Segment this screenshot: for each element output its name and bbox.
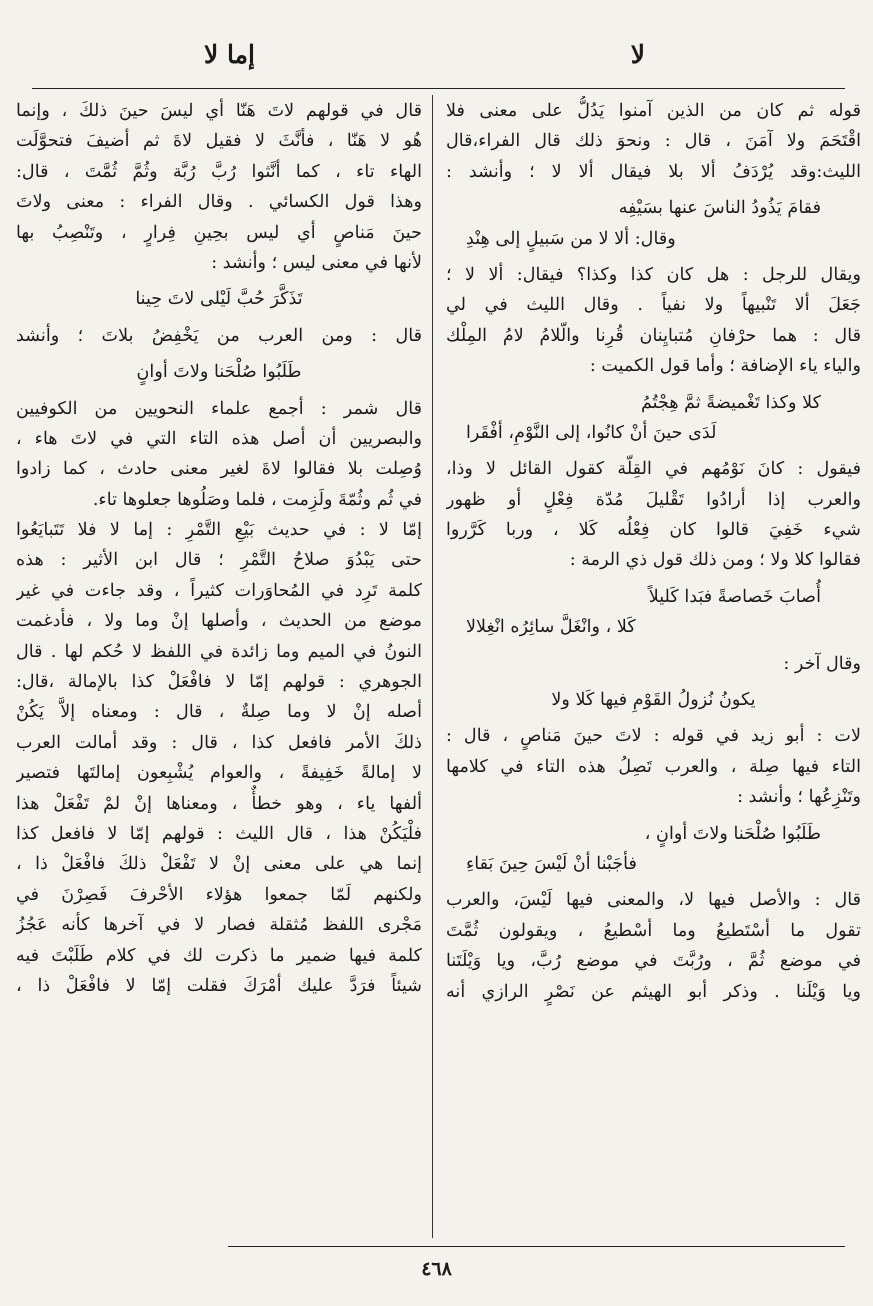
verse-line: أُصابَ خَصاصةً فبَدا كَليلاً (648, 586, 821, 607)
text-line: ولكنهم لَمّا جمعوا هؤلاء الأحْرفَ فَصِرْنَ في (16, 884, 422, 905)
text-line: قال شمر : أجمع علماء النحويين من الكوفيين (16, 398, 422, 419)
text-line: ذلكَ الأمر فافعل كذا ، قال : وقد أمالت العرب (16, 732, 422, 753)
text-line: والياء ياء الإضافة ؛ وأما قول الكميت : (589, 356, 861, 377)
running-header-left: إما لا (204, 40, 255, 69)
footer-rule (228, 1246, 845, 1247)
text-line: قال : ومن العرب من يَخْفِضُ بلاتَ ؛ وأنشد (16, 325, 422, 346)
text-line: جَعَلَ ألا تَنْبيهاً ولا نفياً . وقال الليث في لي (446, 295, 861, 316)
text-line: الجوهري : قولهم إمّا لا فافْعَلْ كذا بالإمالة ،قال: (16, 672, 422, 693)
text-line: قوله ثم كان من الذين آمنوا يَدُلُّ على معنى فلا (446, 101, 861, 121)
text-line: وتَنْزِعُها ؛ وأنشد : (737, 787, 861, 808)
text-line: النونُ في الميم وما زائدة في اللفظ لا حُكم لها . قال (16, 641, 422, 662)
verse-line: وقال: ألا لا من سَبيلٍ إلى هِنْدِ (466, 228, 676, 249)
verse-line: كلا وكذا تَغْميضةً ثمَّ هِجْتُمُ (640, 392, 821, 413)
text-line: والعرب إذا أرادُوا تَقْليلَ مُدّة فِعْلٍ أو ظهور (446, 489, 861, 510)
verse-line: تَذَكَّرَ حُبَّ لَيْلى لاتَ حِينا (135, 289, 303, 310)
text-line: حينَ مَناصٍ أي ليس بحِينِ فِرارٍ ، وتَنْصِبُ بها (16, 222, 422, 243)
running-header-right: لا (630, 40, 645, 69)
text-line: لأنها في معنى ليس ؛ وأنشد : (211, 252, 422, 273)
text-line: شيئاً فرَدَّ عليك أمْرَكَ فقلت إمّا لا فافْعَلْ ذا ، (16, 975, 422, 996)
text-line: اقْتَحَمَ ولا آمَنَ ، قال : ونحوَ ذلك قال الفراء،قال (446, 131, 861, 152)
text-line: الهاء تاء ، كما أنَّثوا رُبَّ رُبَّة وثُمَّ ثُمَّتَ ، قال: (16, 161, 422, 182)
verse-line: طَلَبُوا صُلْحَنا ولاتَ أوانٍ (136, 362, 302, 383)
header-rule (32, 88, 845, 89)
right-column (446, 96, 861, 1236)
text-line: وقال آخر : (783, 653, 861, 674)
text-line: إنما هي على معنى إنْ لا تَفْعَلْ ذلكَ فافْعَلْ ذا ، (16, 854, 422, 875)
text-line: ألفها ياء ، وهو خطأٌ ، ومعناها إنْ لمْ تَفْعَلْ هذا (16, 793, 422, 814)
text-line: قال : والأصل فيها لا، والمعنى فيها لَيْسَ، والعرب (446, 890, 861, 911)
text-line: هُو لا هَنّا ، فأنَّثَ لا فقيل لاةَ ثم أضيفَ فتحوَّلَت (16, 131, 422, 152)
text-line: قال : هما حرْفانِ مُتبايِنان قُرِنا والّلامُ لامُ المِلْك (446, 325, 861, 346)
text-line: فيقول : كانَ نَوْمُهم في القِلّة كقول القائل لا وذا، (446, 459, 861, 480)
verse-line: كَلا ، وانْغَلَّ سائِرُه انْغِلالا (466, 617, 636, 638)
text-line: أصله إنْ لا وما صِلةٌ ، قال : ومعناه إلاَّ يَكُنْ (16, 702, 422, 723)
text-line: قال في قولهم لاتَ هَنّا أي ليسَ حينَ ذلكَ ، وإنما (16, 101, 422, 121)
verse-line: لَدَى حينَ أنْ كانُوا، إلى النَّوْمِ، أفْقَرا (466, 422, 717, 443)
text-line: الليث:وقد يُرْدَفُ ألا بلا فيقال ألا لا ؛ وأنشد : (446, 161, 861, 182)
left-column (16, 96, 422, 1236)
column-divider (432, 95, 433, 1238)
text-line: والبصريين أن أصل هذه التاء التي في لاتَ هاء ، (16, 428, 422, 449)
text-line: ويا وَيْلَنا . وذكر أبو الهيثم عن نَصْرٍ الرازي أنه (446, 981, 861, 1002)
text-line: لا إمالةً خَفِيفةً ، والعوام يُشْبِعون إمالتَها فتصير (16, 763, 422, 784)
text-line: في ثُم وثُمّةَ ولَزِمت ، فلما وصَلُوها جعلوها تاء. (92, 489, 422, 510)
text-line: مَجْرى اللفظ مُثقلة فصار لا في آخرها كأنه عَجُزُ (16, 915, 422, 936)
verse-line: فأجَبْنا أنْ لَيْسَ حِينَ بَقاءِ (466, 853, 637, 874)
verse-line: طَلَبُوا صُلْحَنا ولاتَ أوانٍ ، (644, 823, 821, 844)
text-line: موضع من الحديث ، وأصلها إنْ وما ولا ، فأدغمت (16, 611, 422, 632)
text-line: كلمة فيها ضمير ما ذكرت لك في كلام طَلَبْتَ فيه (16, 945, 422, 966)
page-number: ٤٦٨ (421, 1258, 452, 1280)
text-line: حتى يَبْدُوَ صلاحُ التَّمْرِ ؛ قال ابن الأثير : هذه (16, 550, 422, 571)
text-line: فلْيَكُنْ هذا ، قال الليث : قولهم إمّا لا فافعل كذا (16, 823, 422, 844)
text-line: ويقال للرجل : هل كان كذا وكذا؟ فيقال: ألا لا ؛ (446, 264, 861, 285)
text-line: شيء خَفِيَ قالوا كان فِعْلُه كَلا ، وربا كَرَّروا (446, 520, 861, 541)
text-line: فقالوا كلا ولا ؛ ومن ذلك قول ذي الرمة : (569, 550, 861, 571)
text-line: إمّا لا : في حديث بَيْعِ التَّمْرِ : إما لا فلا تَتَبايَعُوا (16, 520, 422, 541)
text-line: وُصِلت بلا فقالوا لاةَ لغير معنى حادث ، كما زادوا (16, 459, 422, 480)
verse-line: فقامَ يَذُودُ الناسَ عنها بسَيْفِه (618, 198, 821, 219)
verse-line: يكونُ نُزولُ القَوْمِ فيها كَلا ولا (551, 690, 756, 711)
text-line: لات : أبو زيد في قوله : لاتَ حينَ مَناصٍ ، قال : (446, 726, 861, 747)
text-line: في موضع ثُمَّ ، ورُبَّتَ في موضع رُبَّ، ويا وَيْلَتَنا (446, 951, 861, 972)
text-line: وهذا قول الكسائي . وقال الفراء : معنى ولاتَ (16, 192, 422, 213)
text-line: تقول ما أسْتَطيعُ وما أسْطيعُ ، ويقولون ثُمَّتَ (446, 920, 861, 941)
text-line: كلمة تَرِد في المُحاوَرات كثيراً ، وقد جاءت في غير (16, 580, 422, 601)
text-line: التاء فيها صِلة ، والعرب تَصِلُ هذه التاء في كلامها (446, 756, 861, 777)
